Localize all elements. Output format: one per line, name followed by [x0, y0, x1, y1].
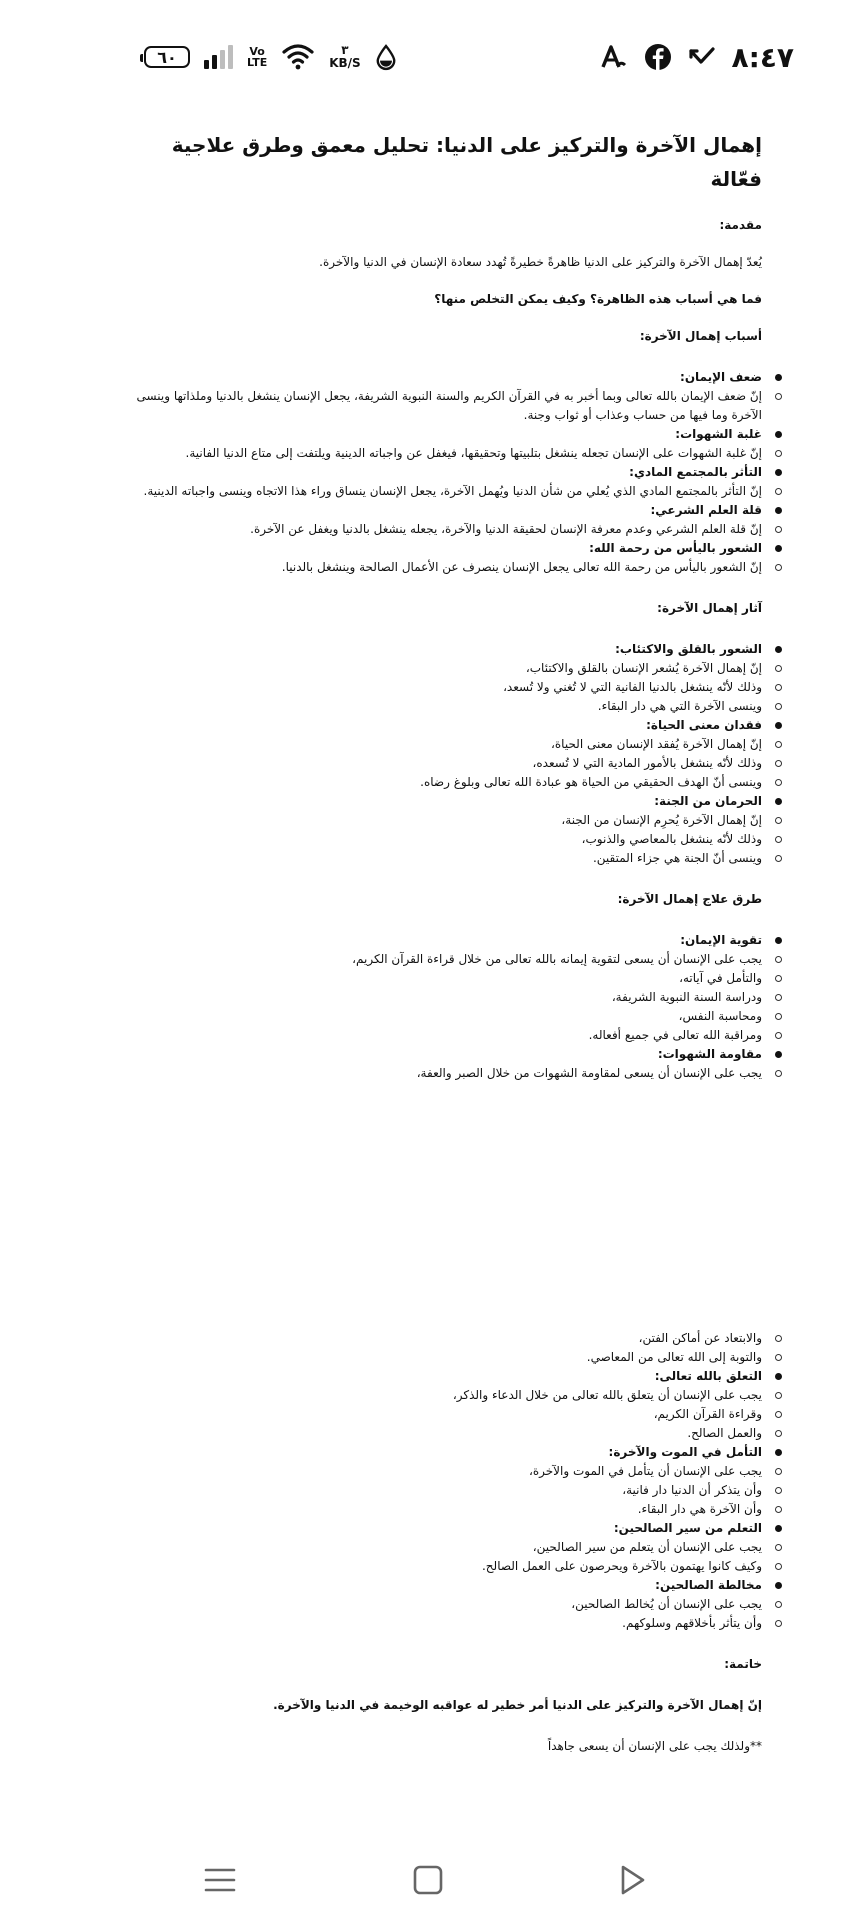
- list-item: إنّ الشعور باليأس من رحمة الله تعالى يجعل الإنسان ينصرف عن الأعمال الصالحة وينشغل بالدنيا.: [130, 558, 762, 577]
- remedies-continued-list: [130, 1329, 762, 1367]
- status-bar-notifications: [600, 40, 794, 74]
- list-group: [130, 716, 762, 792]
- list-item: والعمل الصالح.: [130, 1424, 762, 1443]
- document-content: [130, 128, 762, 1756]
- list-item: إنّ قلة العلم الشرعي وعدم معرفة الإنسان لحقيقة الدنيا والآخرة، يجعله ينشغل بالدنيا ويغفل عن الآخرة.: [130, 520, 762, 539]
- list-item: يجب على الإنسان أن يسعى لتقوية إيمانه بالله تعالى من خلال قراءة القرآن الكريم،: [130, 950, 762, 969]
- remedies-heading: طرق علاج إهمال الآخرة:: [617, 892, 762, 906]
- causes-heading: أسباب إهمال الآخرة:: [639, 329, 762, 343]
- list-item: ومراقبة الله تعالى في جميع أفعاله.: [130, 1026, 762, 1045]
- sub-list: [130, 558, 762, 577]
- final-text: **ولذلك يجب على الإنسان أن يسعى جاهداً: [547, 1739, 762, 1753]
- remedies-list-part1: [130, 931, 762, 1083]
- conclusion-heading: خاتمة:: [724, 1657, 762, 1671]
- list-item: يجب على الإنسان أن يتعلق بالله تعالى من خلال الدعاء والذكر،: [130, 1386, 762, 1405]
- list-item: وأن يتذكر أن الدنيا دار فانية،: [130, 1481, 762, 1500]
- list-group-title: الشعور بالقلق والاكتئاب:: [130, 640, 762, 659]
- list-group: [130, 1576, 762, 1633]
- facebook-icon: [644, 43, 672, 71]
- list-group-title: ضعف الإيمان:: [130, 368, 762, 387]
- sub-list: [130, 1538, 762, 1576]
- list-item: يجب على الإنسان أن يسعى لمقاومة الشهوات من خلال الصبر والعفة،: [130, 1064, 762, 1083]
- back-nav-button[interactable]: [612, 1860, 652, 1900]
- list-item: إنّ إهمال الآخرة يُفقد الإنسان معنى الحياة،: [130, 735, 762, 754]
- home-nav-button[interactable]: [408, 1860, 448, 1900]
- list-item: ومحاسبة النفس،: [130, 1007, 762, 1026]
- document-title: إهمال الآخرة والتركيز على الدنيا: تحليل معمق وطرق علاجية فعّالة: [171, 133, 762, 191]
- list-group: [130, 640, 762, 716]
- list-group: [130, 792, 762, 868]
- sub-list: [130, 1386, 762, 1443]
- list-item: إنّ إهمال الآخرة يُشعر الإنسان بالقلق والاكتئاب،: [130, 659, 762, 678]
- list-group: [130, 931, 762, 1045]
- data-speed: ٣ KB/S: [329, 43, 361, 70]
- list-group: [130, 1045, 762, 1083]
- list-item: يجب على الإنسان أن يتعلم من سير الصالحين،: [130, 1538, 762, 1557]
- missed-call-icon: [688, 43, 716, 71]
- sub-list: [130, 387, 762, 425]
- list-item: إنّ غلبة الشهوات على الإنسان تجعله ينشغل بتلبيتها وتحقيقها، فيغفل عن واجباته الدينية ويلتفت إلى متاع الدنيا الفانية.: [130, 444, 762, 463]
- list-group: [130, 368, 762, 425]
- list-group-title: التأثر بالمجتمع المادي:: [130, 463, 762, 482]
- causes-list: [130, 368, 762, 577]
- list-group-title: الشعور باليأس من رحمة الله:: [130, 539, 762, 558]
- list-group: [130, 1519, 762, 1576]
- list-item: وذلك لأنّه ينشغل بالمعاصي والذنوب،: [130, 830, 762, 849]
- list-item: وذلك لأنّه ينشغل بالدنيا الفانية التي لا تُغني ولا تُسعد،: [130, 678, 762, 697]
- translate-icon: [600, 43, 628, 71]
- list-group: [130, 1367, 762, 1443]
- battery-level: ٦٠: [157, 47, 177, 67]
- list-group-title: قلة العلم الشرعي:: [130, 501, 762, 520]
- list-group-title: التعلم من سير الصالحين:: [130, 1519, 762, 1538]
- list-item: وكيف كانوا يهتمون بالآخرة ويحرصون على العمل الصالح.: [130, 1557, 762, 1576]
- drop-icon: [375, 43, 397, 71]
- sub-list: [130, 735, 762, 792]
- list-item: إنّ إهمال الآخرة يُحرِم الإنسان من الجنة،: [130, 811, 762, 830]
- list-item: وأن يتأثر بأخلاقهم وسلوكهم.: [130, 1614, 762, 1633]
- list-group: [130, 463, 762, 501]
- clock: ٨:٤٧: [731, 40, 794, 74]
- conclusion-text: إنّ إهمال الآخرة والتركيز على الدنيا أمر خطير له عواقبه الوخيمة في الدنيا والآخرة.: [273, 1698, 762, 1712]
- status-bar-system-icons: [144, 40, 397, 74]
- effects-heading: آثار إهمال الآخرة:: [657, 601, 762, 615]
- list-group: [130, 425, 762, 463]
- sub-list: [130, 482, 762, 501]
- list-item: والتوبة إلى الله تعالى من المعاصي.: [130, 1348, 762, 1367]
- menu-nav-button[interactable]: [200, 1860, 240, 1900]
- sub-list: [130, 1462, 762, 1519]
- list-group-title: التأمل في الموت والآخرة:: [130, 1443, 762, 1462]
- signal-icon: [204, 45, 233, 69]
- list-group-title: فقدان معنى الحياة:: [130, 716, 762, 735]
- intro-text: يُعدّ إهمال الآخرة والتركيز على الدنيا ظاهرةً خطيرةً تُهدد سعادة الإنسان في الدنيا والآخرة.: [319, 255, 762, 269]
- list-item: والتأمل في آياته،: [130, 969, 762, 988]
- list-item: إنّ ضعف الإيمان بالله تعالى وبما أخبر به في القرآن الكريم والسنة النبوية الشريفة، يجعل الإنسان ينشغل بالدنيا وملذاتها وينسى الآخرة وما فيها من حساب وعذاب أو ثواب وجنة.: [130, 387, 762, 425]
- list-item: وذلك لأنّه ينشغل بالأمور المادية التي لا تُسعده،: [130, 754, 762, 773]
- list-group-title: غلبة الشهوات:: [130, 425, 762, 444]
- battery-icon: [144, 46, 190, 68]
- question-text: فما هي أسباب هذه الظاهرة؟ وكيف يمكن التخلص منها؟: [434, 292, 762, 306]
- list-item: والابتعاد عن أماكن الفتن،: [130, 1329, 762, 1348]
- sub-list: [130, 444, 762, 463]
- navigation-bar: [0, 1840, 864, 1920]
- list-item: يجب على الإنسان أن يُخالط الصالحين،: [130, 1595, 762, 1614]
- list-group: [130, 501, 762, 539]
- sub-list: [130, 950, 762, 1045]
- sub-list: [130, 1595, 762, 1633]
- list-group-title: مخالطة الصالحين:: [130, 1576, 762, 1595]
- list-item: إنّ التأثر بالمجتمع المادي الذي يُعلي من شأن الدنيا ويُهمل الآخرة، يجعل الإنسان ينساق وراء هذا الاتجاه وينسى واجباته الدينية.: [130, 482, 762, 501]
- page-break-space: [130, 1083, 762, 1329]
- list-item: يجب على الإنسان أن يتأمل في الموت والآخرة،: [130, 1462, 762, 1481]
- sub-list: [130, 1064, 762, 1083]
- list-item: ودراسة السنة النبوية الشريفة،: [130, 988, 762, 1007]
- list-group: [130, 539, 762, 577]
- list-item: وينسى أنّ الهدف الحقيقي من الحياة هو عبادة الله تعالى وبلوغ رضاه.: [130, 773, 762, 792]
- list-group-title: التعلق بالله تعالى:: [130, 1367, 762, 1386]
- list-item: وينسى أنّ الجنة هي جزاء المتقين.: [130, 849, 762, 868]
- list-group-title: الحرمان من الجنة:: [130, 792, 762, 811]
- volte-icon: Vo LTE: [247, 45, 268, 69]
- sub-list: [130, 659, 762, 716]
- list-item: وقراءة القرآن الكريم،: [130, 1405, 762, 1424]
- list-item: وأن الآخرة هي دار البقاء.: [130, 1500, 762, 1519]
- sub-list: [130, 520, 762, 539]
- wifi-icon: [281, 43, 315, 71]
- list-item: وينسى الآخرة التي هي دار البقاء.: [130, 697, 762, 716]
- status-bar: [0, 0, 864, 110]
- list-group-title: تقوية الإيمان:: [130, 931, 762, 950]
- list-group: [130, 1443, 762, 1519]
- remedies-list-part2: [130, 1367, 762, 1633]
- effects-list: [130, 640, 762, 868]
- sub-list: [130, 811, 762, 868]
- list-group-title: مقاومة الشهوات:: [130, 1045, 762, 1064]
- intro-heading: مقدمة:: [719, 218, 762, 232]
